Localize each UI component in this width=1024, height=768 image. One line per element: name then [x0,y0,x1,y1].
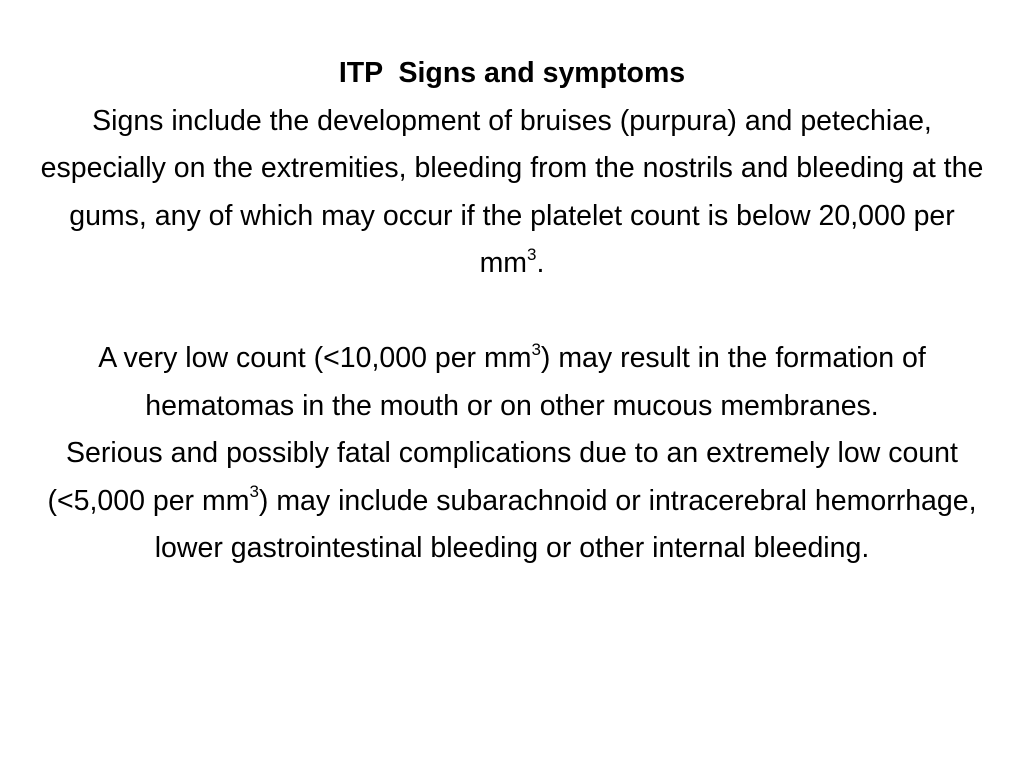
paragraph-very-low-count-after: ) may result in the formation of hematomas in the mouth or on other mucous membranes. [145,342,926,422]
superscript-3: 3 [531,339,541,359]
paragraph-signs [40,98,984,288]
slide-body [40,50,984,573]
paragraph-complications-before: Serious and possibly fatal complications due to an extremely low count (<5,000 per mm [47,437,958,517]
paragraph-very-low-count [40,335,984,430]
paragraph-very-low-count-before: A very low count (<10,000 per mm [98,342,532,374]
paragraph-complications-after: ) may include subarachnoid or intracerebral hemorrhage, lower gastrointestinal bleeding or other internal bleeding. [154,484,977,564]
paragraph-signs-period: . [536,247,545,279]
paragraph-signs-text: Signs include the development of bruises (purpura) and petechiae, especially on the extremities, bleeding from the nostrils and bleeding at the gums, any of which may occur if the platelet count is below 20,000 per mm [40,104,984,279]
paragraph-gap [40,288,984,336]
superscript-3: 3 [249,482,259,501]
slide-title: ITP Signs and symptoms [338,57,686,89]
paragraph-complications [40,430,984,573]
superscript-3: 3 [527,244,537,264]
